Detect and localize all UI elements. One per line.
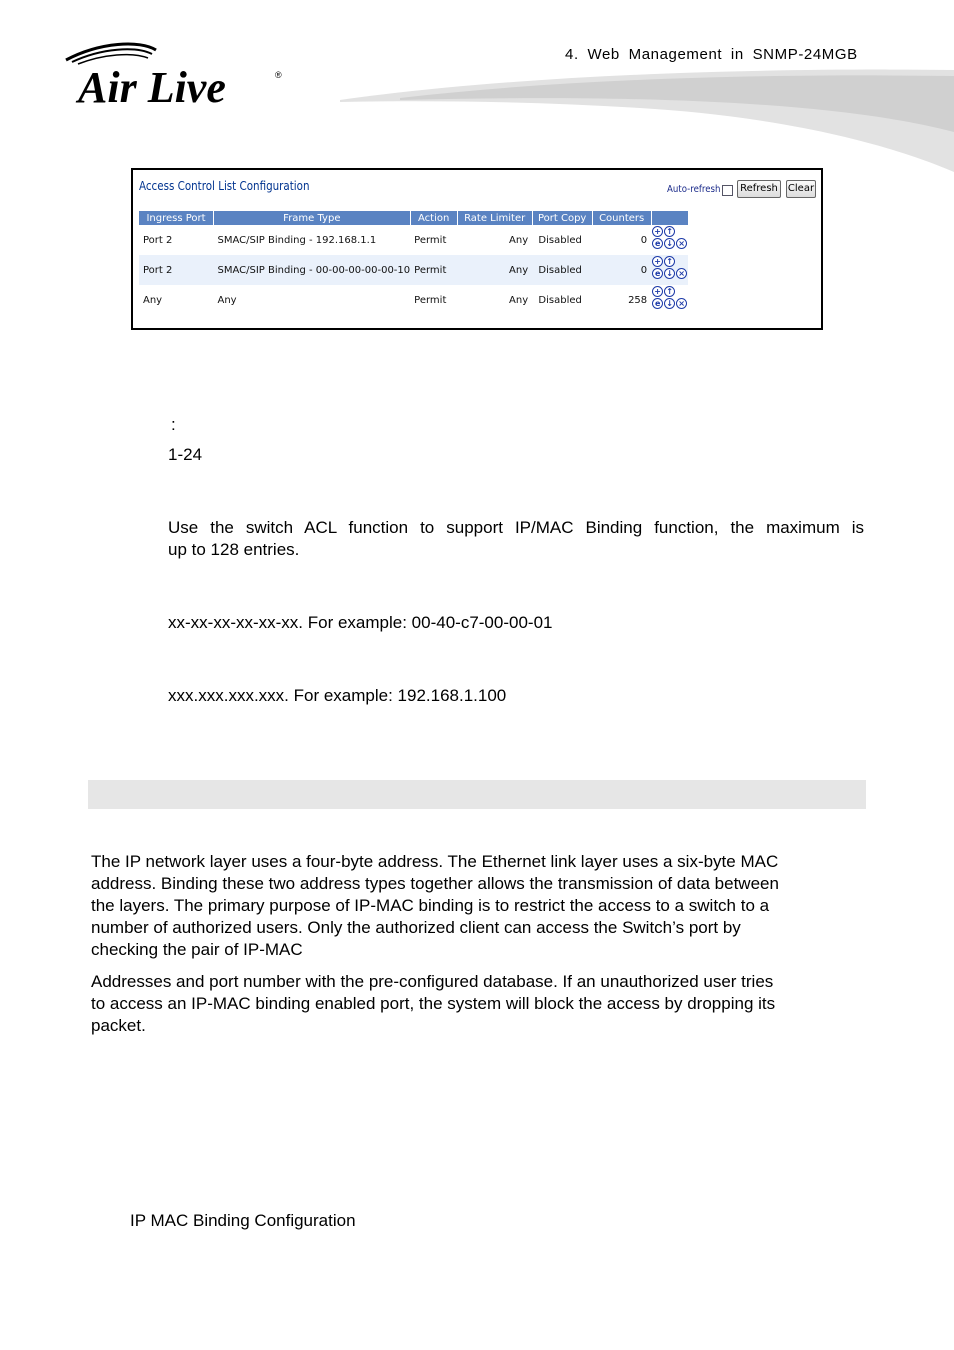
cell-rate: Any	[509, 234, 529, 246]
row-action-icons	[651, 255, 688, 285]
figure-caption: IP MAC Binding Configuration	[130, 1211, 356, 1230]
paragraph-line: to access an IP-MAC binding enabled port, the system will block the access by dropping its	[91, 994, 776, 1013]
cell-rate: Any	[457, 255, 532, 285]
airlive-logo	[60, 40, 290, 108]
cell-action: Permit	[414, 294, 447, 306]
row-action-icons	[651, 285, 688, 315]
cell-copy: Disabled	[532, 255, 592, 285]
delete-icon[interactable]: ×	[676, 268, 687, 279]
cell-counter: 258	[628, 294, 648, 306]
col-frame-type: Frame Type	[214, 211, 411, 225]
cell-port: Port 2	[139, 255, 214, 285]
cell-action: Permit	[410, 255, 457, 285]
cell-frame: Any	[217, 294, 237, 306]
col-actions	[651, 211, 688, 225]
up-icon[interactable]: ↑	[664, 226, 675, 237]
cell-counter: 0	[592, 255, 651, 285]
col-counters: Counters	[592, 211, 651, 225]
table-header-row	[139, 211, 688, 225]
clear-button[interactable]: Clear	[786, 180, 816, 198]
mac-format: xx-xx-xx-xx-xx-xx. For example: 00-40-c7-00-00-01	[168, 613, 553, 632]
paragraph-line: address. Binding these two address types together allows the transmission of data between	[91, 874, 779, 893]
cell-copy: Disabled	[538, 294, 582, 306]
cell-port: Port 2	[143, 234, 173, 246]
col-ingress-port: Ingress Port	[139, 211, 214, 225]
paragraph-line: packet.	[91, 1016, 146, 1035]
acl-config-panel	[131, 168, 823, 330]
cell-rate: Any	[509, 294, 529, 306]
col-rate-limiter: Rate Limiter	[457, 211, 532, 225]
cell-counter: 0	[640, 234, 648, 246]
paragraph-line: the layers. The primary purpose of IP-MAC binding is to restrict the access to a switch to a	[91, 896, 770, 915]
chapter-header: 4. Web Management in SNMP-24MGB	[565, 46, 858, 63]
plus-icon[interactable]: +	[652, 256, 663, 267]
section-heading-bar	[88, 780, 866, 809]
table-row	[139, 225, 688, 255]
cell-frame: SMAC/SIP Binding - 192.168.1.1	[217, 234, 377, 246]
up-icon[interactable]: ↑	[664, 286, 675, 297]
auto-refresh-label: Auto-refresh	[667, 184, 721, 195]
delete-icon[interactable]: ×	[676, 298, 687, 309]
cell-action: Permit	[414, 234, 447, 246]
col-action: Action	[410, 211, 457, 225]
ip-format: xxx.xxx.xxx.xxx. For example: 192.168.1.100	[168, 686, 507, 705]
acl-table	[139, 211, 689, 315]
down-icon[interactable]: ↓	[664, 268, 675, 279]
paragraph-line: checking the pair of IP-MAC	[91, 940, 303, 959]
panel-title: Access Control List Configuration	[139, 179, 310, 193]
cell-port: Any	[143, 294, 163, 306]
paragraph-line: number of authorized users. Only the authorized client can access the Switch’s port by	[91, 918, 741, 937]
intro-paragraph	[91, 851, 863, 961]
plus-icon[interactable]: +	[652, 286, 663, 297]
table-row	[139, 255, 688, 285]
edit-icon[interactable]: e	[652, 298, 663, 309]
paragraph-line: The IP network layer uses a four-byte address. The Ethernet link layer uses a six-byte MAC	[91, 852, 779, 871]
paragraph-line: Addresses and port number with the pre-configured database. If an unauthorized user tries	[91, 972, 774, 991]
row-action-icons	[651, 225, 688, 255]
down-icon[interactable]: ↓	[664, 238, 675, 249]
svg-text:®: ®	[275, 70, 282, 80]
binding-desc-line1: Use the switch ACL function to support IP/MAC Binding function, the maximum is	[168, 518, 864, 537]
col-port-copy: Port Copy	[532, 211, 592, 225]
edit-icon[interactable]: e	[652, 238, 663, 249]
edit-icon[interactable]: e	[652, 268, 663, 279]
cell-frame: SMAC/SIP Binding - 00-00-00-00-00-10	[214, 255, 411, 285]
up-icon[interactable]: ↑	[664, 256, 675, 267]
plus-icon[interactable]: +	[652, 226, 663, 237]
header-swoosh	[340, 62, 954, 182]
auto-refresh-checkbox[interactable]	[722, 185, 733, 196]
second-paragraph	[91, 971, 863, 1037]
table-row	[139, 285, 688, 315]
colon-mark: :	[171, 415, 176, 434]
refresh-button[interactable]: Refresh	[737, 180, 781, 198]
binding-desc-line2: up to 128 entries.	[168, 540, 300, 559]
delete-icon[interactable]: ×	[676, 238, 687, 249]
port-range: 1-24	[168, 445, 203, 464]
svg-text:Air Live: Air Live	[78, 63, 226, 108]
cell-copy: Disabled	[538, 234, 582, 246]
down-icon[interactable]: ↓	[664, 298, 675, 309]
